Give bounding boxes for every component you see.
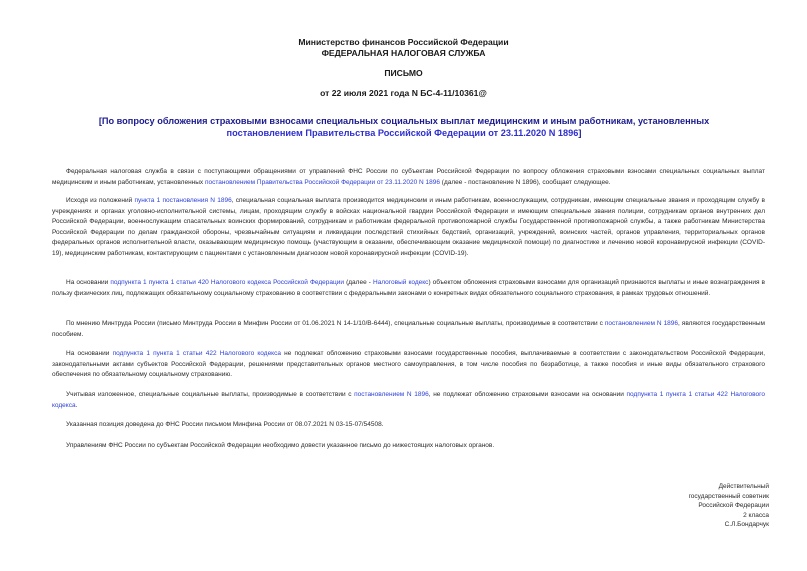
p5-text-end: не подлежат обложению страховыми взносами государственные пособия, выплачиваемые в соответствии с законодательством Российской Федерации, законодательными актами субъектов Российской Федерации, решениями представительных органов местного самоуправления, в том числе пособия по безработице, а также пособия и иные виды обязательного страхового обеспечения по обязательному социальному страхованию. — [52, 350, 766, 379]
p7-text: Указанная позиция доведена до ФНС России письмом Минфина России от 08.07.2021 N 03-15-07/54508. — [66, 421, 384, 428]
p4-text-end: , являются государственным пособием. — [52, 320, 766, 338]
paragraph-3 — [52, 278, 765, 299]
p6-text: Учитывая изложенное, специальные социальные выплаты, производимые в соответствии с — [66, 391, 355, 398]
subject-end: ] — [578, 128, 582, 138]
p6-text-end: . — [75, 401, 78, 409]
document-subject — [70, 115, 738, 139]
p1-text: Федеральная налоговая служба в связи с поступающими обращениями от управлений ФНС России по субъектам Российской Федерации по вопросу обложения страховыми взносами специальных социальных выплат медицинским и иным работникам, установленных — [52, 168, 765, 186]
p3-link-tax-code-420[interactable]: подпункта 1 пункта 1 статьи 420 Налогового кодекса Российской Федерации — [110, 279, 345, 286]
p5-link-tax-code-422[interactable]: подпункта 1 пункта 1 статьи 422 Налогового кодекса — [112, 350, 281, 357]
p8-text: Управлениям ФНС России по субъектам Российской Федерации необходимо довести указанное письмо до нижестоящих налоговых органов. — [66, 442, 495, 449]
p3-text-mid: (далее - — [344, 279, 373, 286]
p6-link-tax-code-422[interactable]: подпункта 1 пункта 1 статьи 422 Налогового кодекса — [52, 391, 765, 409]
signature-rank-2: государственный советник — [688, 492, 769, 500]
signature-rank-4: 2 класса — [743, 511, 769, 519]
p5-text: На основании — [66, 350, 113, 357]
paragraph-6 — [52, 390, 765, 411]
paragraph-5 — [52, 349, 765, 381]
paragraph-8 — [52, 441, 765, 452]
p3-link-tax-code[interactable]: Налоговый кодекс — [373, 279, 429, 286]
paragraph-2 — [52, 196, 765, 260]
signature-rank-3: Российской Федерации — [698, 502, 769, 509]
subject-link[interactable]: постановлением Правительства Российской Федерации от 23.11.2020 N 1896 — [226, 128, 579, 138]
paragraph-7 — [52, 420, 765, 431]
paragraph-4 — [52, 319, 765, 340]
ministry-title: Министерство финансов Российской Федерации — [298, 37, 509, 47]
signature-name: С.Л.Бондарчук — [724, 521, 769, 528]
paragraph-1 — [52, 167, 765, 188]
signature-block — [609, 482, 769, 530]
document-type: ПИСЬМО — [384, 68, 423, 78]
service-title: ФЕДЕРАЛЬНАЯ НАЛОГОВАЯ СЛУЖБА — [321, 48, 486, 58]
p2-text: Исходя из положений — [66, 197, 135, 204]
p3-text-end: ) объектом обложения страховыми взносами для организаций признаются выплаты и иные вознаграждения в пользу физических лиц, подлежащих обязательному социальному страхованию в соответствии с федеральными законами о конкретных видах обязательного социального страхования, в рамках трудовых отношений. — [52, 279, 766, 297]
p1-link-resolution[interactable]: постановлением Правительства Российской Федерации от 23.11.2020 N 1896 — [205, 178, 440, 186]
p3-text: На основании — [66, 279, 111, 286]
p1-text-end: (далее - постановление N 1896), сообщает следующее. — [439, 178, 611, 186]
p6-text-mid: , не подлежат обложению страховыми взносами на основании — [428, 391, 627, 398]
subject-text: [По вопросу обложения страховыми взносами специальных социальных выплат медицинским и иным работникам, установленных — [98, 116, 710, 126]
p4-text: По мнению Минтруда России (письмо Минтруда России в Минфин России от 01.06.2021 N 14-1/10/В-6444), специальные социальные выплаты, производимые в соответствии с — [66, 320, 605, 327]
signature-rank-1: Действительный — [718, 483, 769, 490]
p4-link-resolution[interactable]: постановлением N 1896 — [604, 320, 679, 327]
p6-link-resolution[interactable]: постановлением N 1896 — [354, 391, 429, 398]
p2-link-clause[interactable]: пункта 1 постановления N 1896 — [134, 197, 232, 204]
document-date-number: от 22 июля 2021 года N БС-4-11/10361@ — [320, 88, 487, 98]
p2-text-end: , специальная социальная выплата производится медицинским и иным работникам, военнослужащим, сотрудникам, имеющим специальные звания и проходящим службу в учреждениях и органах уголовно-исполнительной системы, лицам, проходящим службу в войсках национальной гвардии Российской Федерации и имеющим специальные звания полиции, сотрудникам органов внутренних дел Российской Федерации, военнослужащим спасательных воинских формирований, сотрудникам и работникам федеральной противопожарной службы Государственной противопожарной службы, а также работникам Министерства Российской Федерации по делам гражданской обороны, чрезвычайным ситуациям и ликвидации последствий стихийных бедствий, организаций, учреждений, воинских частей, органов управления, территориальных органов федеральных органов исполнительной власти, оказывающим медицинскую помощь (участвующим в оказании, обеспечивающим оказание медицинской помощи) по диагностике и лечению новой коронавирусной инфекции (COVID-19), медицинским работникам, контактирующим с пациентами с установленным диагнозом новой коронавирусной инфекции (COVID-19). — [52, 197, 765, 257]
